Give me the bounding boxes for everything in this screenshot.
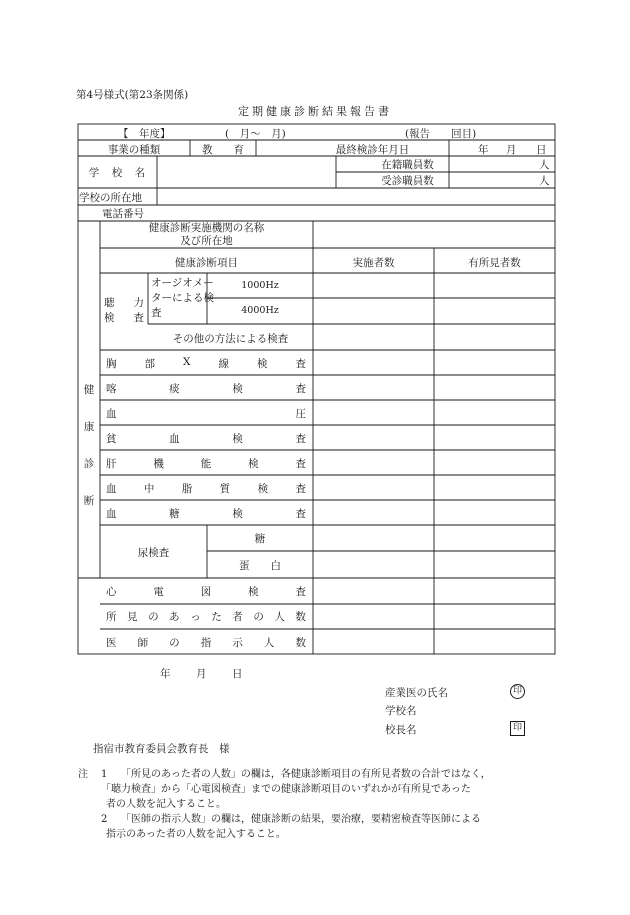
label-char: 検 — [232, 433, 243, 445]
findings-count-label — [106, 609, 306, 624]
label-char: 血 — [106, 408, 117, 420]
exam-facility-label — [100, 222, 313, 248]
school-address-label: 学校の所在地 — [79, 192, 142, 204]
note-2-number: 2 — [101, 814, 108, 825]
chest-xray-label — [106, 356, 306, 371]
report-date-day: 日 — [232, 668, 243, 680]
blood-glucose-label — [106, 506, 306, 521]
ecg-label — [106, 584, 306, 599]
note-2-line-2: 指示のあった者の人数を記入すること。 — [106, 829, 286, 840]
blood-pressure-label — [106, 406, 306, 421]
anemia-label — [106, 431, 306, 446]
performed-count-header: 実施者数 — [352, 257, 395, 269]
label-char: 人 — [274, 611, 285, 623]
label-char: 検 — [232, 383, 243, 395]
label-char: 血 — [106, 483, 117, 495]
label-char: た — [211, 611, 222, 623]
principal-seal-icon: 印 — [510, 721, 525, 736]
exam-item-header: 健康診断項目 — [175, 257, 238, 269]
section-label-char: 康 — [83, 421, 95, 433]
label-char: 喀 — [106, 383, 117, 395]
business-type-label: 事業の種類 — [107, 144, 161, 156]
findings-count-header: 有所見者数 — [468, 257, 521, 269]
section-label-char: 断 — [83, 495, 95, 507]
label-char: の — [148, 611, 159, 623]
business-type-value: 教 育 — [202, 144, 244, 156]
section-label-char: 診 — [83, 458, 95, 470]
exam-date-month: 月 — [506, 144, 517, 156]
examined-staff-label: 受診職員数 — [381, 175, 434, 187]
label-char: 電 — [153, 586, 164, 598]
other-method-label: その他の方法による検査 — [172, 333, 289, 345]
page-title: 定期健康診断結果報告書 — [238, 105, 392, 118]
hz-1000-label: 1000Hz — [241, 280, 279, 291]
label-char: 機 — [153, 458, 164, 470]
note-1-line-1: 「所見のあった者の人数」の欄は，各健康診断項目の有所見者数の合計ではなく， — [121, 769, 491, 780]
label-char: 図 — [200, 586, 212, 598]
note-2-line-1: 「医師の指示人数」の欄は，健康診断の結果，要治療，要精密検査等医師による — [121, 814, 481, 825]
label-char: 中 — [143, 483, 155, 495]
doctor-instruction-label — [106, 635, 306, 650]
audiometer-line: ターによる検 — [151, 292, 214, 304]
urine-protein-label: 蛋 白 — [239, 560, 281, 572]
audiometer-line: 査 — [151, 307, 162, 319]
hearing-char: 力 — [133, 297, 144, 309]
label-char: 心 — [106, 586, 117, 598]
liver-function-label — [106, 456, 306, 471]
label-char: 査 — [295, 433, 306, 445]
school-name-label: 学 校 名 — [88, 167, 147, 179]
exam-date-day: 日 — [536, 144, 547, 156]
blood-lipid-label — [106, 481, 306, 496]
label-char: 数 — [295, 637, 306, 649]
label-char: の — [253, 611, 264, 623]
enrolled-staff-unit: 人 — [539, 159, 550, 171]
label-char: 査 — [295, 458, 306, 470]
report-date-year: 年 — [160, 668, 171, 680]
month-range-field: ( 月〜 月) — [225, 128, 286, 140]
label-char: 糖 — [169, 508, 180, 520]
urine-test-label: 尿検査 — [137, 547, 170, 559]
label-char: 質 — [219, 483, 231, 495]
doctor-seal-icon: 印 — [510, 684, 525, 699]
school-name-footer-label: 学校名 — [385, 705, 417, 717]
label-char: 査 — [295, 483, 306, 495]
label-char: 部 — [144, 358, 155, 370]
label-char: 師 — [137, 637, 149, 649]
label-char: あ — [169, 611, 180, 623]
report-date-month: 月 — [196, 668, 207, 680]
label-char: 血 — [169, 433, 180, 445]
facility-label-line1: 健康診断実施機関の名称 — [148, 222, 265, 234]
urine-sugar-label: 糖 — [254, 533, 266, 545]
notes-prefix: 注 — [78, 769, 88, 780]
exam-date-year: 年 — [478, 144, 489, 156]
fiscal-year-field: 【 年度】 — [118, 128, 171, 140]
occupational-doctor-label: 産業医の氏名 — [385, 687, 448, 699]
label-char: 検 — [256, 358, 268, 370]
sputum-label — [106, 381, 306, 396]
label-char: 者 — [232, 611, 243, 623]
label-char: 痰 — [169, 383, 180, 395]
label-char: 所 — [106, 611, 117, 623]
label-char: 血 — [106, 508, 117, 520]
addressee: 指宿市教育委員会教育長 様 — [93, 743, 230, 755]
health-exam-section-label — [82, 378, 96, 526]
label-char: 査 — [295, 358, 306, 370]
hz-4000-label: 4000Hz — [241, 305, 279, 316]
examined-staff-unit: 人 — [539, 175, 550, 187]
label-char: 検 — [248, 458, 259, 470]
label-char: 数 — [295, 611, 306, 623]
note-1-number: 1 — [101, 769, 108, 780]
last-exam-date-label: 最終検診年月日 — [335, 144, 410, 156]
label-char: 見 — [127, 611, 138, 623]
label-char: 脂 — [181, 483, 193, 495]
audiometer-line: オージオメー — [151, 277, 214, 289]
label-char: 線 — [218, 358, 229, 370]
label-char: 医 — [106, 637, 117, 649]
note-1-line-2: 「聴力検査」から「心電図検査」までの健康診断項目のいずれかが有所見であった — [101, 784, 471, 795]
phone-label: 電話番号 — [102, 208, 144, 220]
label-char: 指 — [200, 637, 212, 649]
label-char: 肝 — [106, 458, 117, 470]
section-label-char: 健 — [83, 384, 95, 396]
label-char: の — [169, 637, 180, 649]
label-char: 査 — [295, 508, 306, 520]
label-char: 胸 — [106, 358, 117, 370]
label-char: 能 — [200, 458, 212, 470]
principal-name-label: 校長名 — [385, 724, 417, 736]
label-char: 査 — [295, 586, 306, 598]
label-char: 査 — [295, 383, 306, 395]
label-char: 検 — [232, 508, 243, 520]
label-char: 貧 — [106, 433, 117, 445]
label-char: 示 — [232, 637, 243, 649]
hearing-test-label — [104, 296, 144, 326]
label-char: X — [183, 356, 191, 368]
label-char: 圧 — [295, 408, 306, 420]
hearing-char: 検 — [104, 312, 115, 324]
label-char: 人 — [263, 637, 275, 649]
form-number: 第4号様式(第23条関係) — [76, 89, 189, 101]
hearing-char: 聴 — [104, 297, 115, 309]
report-count-field: (報告 回目) — [405, 128, 477, 140]
label-char: っ — [190, 611, 201, 623]
facility-label-line2: 及び所在地 — [180, 235, 233, 247]
label-char: 検 — [257, 483, 269, 495]
audiometer-label — [151, 276, 214, 321]
hearing-char: 査 — [133, 312, 144, 324]
enrolled-staff-label: 在籍職員数 — [381, 159, 434, 171]
note-1-line-3: 者の人数を記入すること。 — [106, 799, 226, 810]
label-char: 検 — [248, 586, 259, 598]
